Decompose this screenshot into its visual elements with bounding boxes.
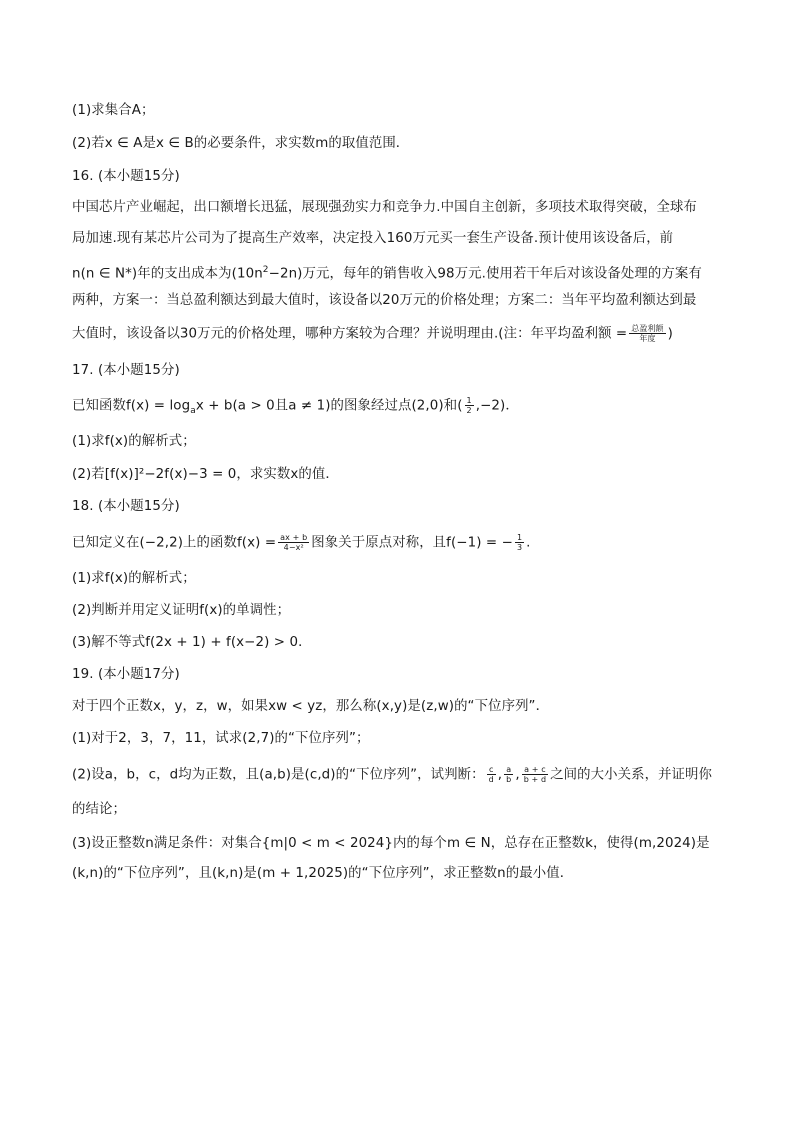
c-over-d: $\frac{c}{d}$: [488, 765, 494, 784]
third-fraction: $\frac{1}{3}$: [516, 533, 523, 552]
q19-part1: (1)对于2，3，7，11，试求(2,7)的“下位序列”；: [72, 731, 370, 746]
q17-part1: (1)求f(x)的解析式；: [72, 434, 196, 449]
q19-part3-line2: (k,n)的“下位序列”，且(k,n)是(m + 1,2025)的“下位序列”，求正整数n的最小值．: [72, 866, 574, 881]
half-fraction: $\frac{1}{2}$: [466, 396, 472, 415]
q18-part1: (1)求f(x)的解析式；: [72, 571, 196, 586]
q17-heading: 17. (本小题15分): [72, 363, 180, 378]
q19-part2: (2)设a，b，c，d均为正数，且(a,b)是(c,d)的“下位序列”，试判断： $\frac{c}{d}$ , $\frac{a}{b}$ , $\frac{a + c}{b + d}$ 之间的大小关系，并证明你: [72, 765, 713, 784]
a-over-b: $\frac{a}{b}$: [506, 765, 512, 784]
q17-part2: (2)若[f(x)]²−2f(x)−3 = 0，求实数x的值．: [72, 467, 339, 482]
q18-part3: (3)解不等式f(2x + 1) + f(x−2) > 0．: [72, 635, 312, 650]
avg-profit-fraction: $\frac{\text{总盈利额}}{\text{年度}}$: [631, 324, 664, 343]
q17-line1: 已知函数$f(x) = \log_ax + b(a > 0$且a ≠ 1)的图象经过点(2,0)和( $\frac{1}{2}$ ,−2)．: [72, 396, 519, 417]
q18-part2: (2)判断并用定义证明f(x)的单调性；: [72, 603, 291, 618]
q16-line5: 大值时，该设备以30万元的价格处理，哪种方案较为合理？并说明理由.(注：年平均盈利额 = $\frac{\text{总盈利额}}{\text{年度}}$ ): [72, 324, 673, 343]
q16-line3: n(n ∈ N*)年的支出成本为$(10n^2-2n)$万元，每年的销售收入98万元.使用若干年后对该设备处理的方案有: [72, 265, 702, 282]
q15-part1: (1)求集合A；: [72, 103, 155, 118]
q19-heading: 19. (本小题17分): [72, 667, 180, 682]
q16-line4: 两种，方案一：当总盈利额达到最大值时，该设备以20万元的价格处理；方案二：当年平均盈利额达到最: [72, 293, 697, 308]
q15-part2: (2)若x ∈ A是x ∈ B的必要条件，求实数m的取值范围．: [72, 136, 410, 151]
q19-part2-cont: 的结论；: [72, 802, 126, 817]
q16-heading: 16. (本小题15分): [72, 169, 180, 184]
q19-line1: 对于四个正数x，y，z，w，如果xw < yz，那么称(x,y)是(z,w)的“下位序列”．: [72, 699, 550, 714]
q16-line2: 局加速.现有某芯片公司为了提高生产效率，决定投入160万元买一套生产设备.预计使用该设备后，前: [72, 231, 674, 246]
q18-line1: 已知定义在(−2,2)上的函数f(x) = $\frac{ax + b}{\text{4−x²}}$ 图象关于原点对称，且f(−1) = − $\frac{1}{3}$ .: [72, 533, 531, 552]
q18-heading: 18. (本小题15分): [72, 499, 180, 514]
q16-line1: 中国芯片产业崛起，出口额增长迅猛，展现强劲实力和竞争力.中国自主创新，多项技术取得突破，全球布: [72, 200, 697, 215]
sum-fraction: $\frac{a + c}{b + d}$: [523, 765, 547, 784]
q19-part3-line1: (3)设正整数n满足条件：对集合{m|0 < m < 2024}内的每个m ∈ N，总存在正整数k，使得(m,2024)是: [72, 836, 710, 851]
function-fraction: $\frac{ax + b}{\text{4−x²}}$: [280, 533, 308, 552]
